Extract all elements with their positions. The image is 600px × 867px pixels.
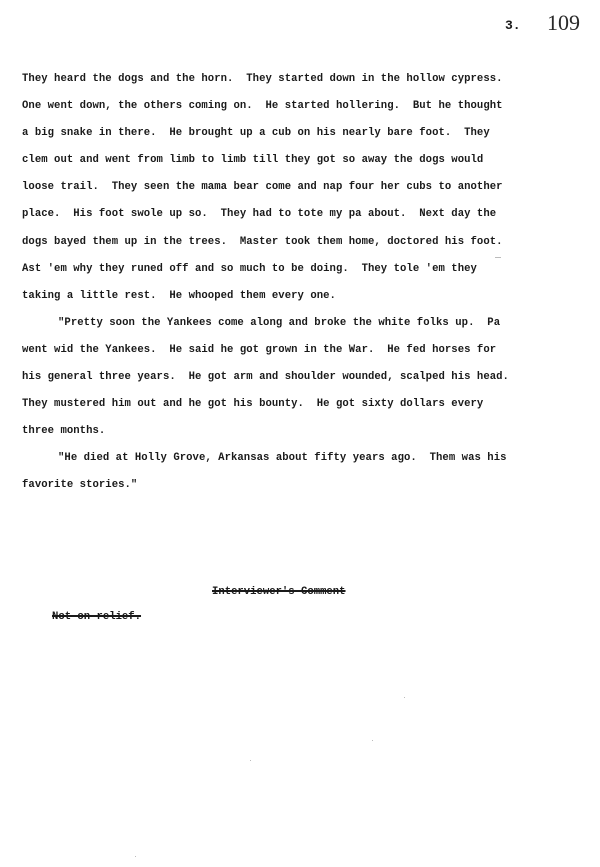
text-line: a big snake in there. He brought up a cub on his nearly bare foot. They — [22, 127, 490, 140]
text-line: One went down, the others coming on. He started hollering. But he thought — [22, 100, 503, 113]
scan-speck — [372, 740, 373, 741]
scan-speck — [135, 856, 136, 857]
text-line: They heard the dogs and the horn. They started down in the hollow cypress. — [22, 73, 503, 85]
transcript-body — [22, 66, 582, 500]
text-line: his general three years. He got arm and shoulder wounded, scalped his head. — [22, 371, 509, 384]
text-line: favorite stories." — [22, 479, 138, 492]
text-line: three months. — [22, 425, 106, 438]
text-line: place. His foot swole up so. They had to tote my pa about. Next day the — [22, 208, 497, 221]
text-line: went wid the Yankees. He said he got grown in the War. He fed horses for — [22, 343, 497, 356]
interviewer-comment-text: Not on relief. — [52, 611, 142, 623]
scan-speck — [495, 257, 501, 258]
text-line: taking a little rest. He whooped them every one. — [22, 289, 336, 302]
text-line: "He died at Holly Grove, Arkansas about fifty years ago. Them was his — [58, 452, 507, 465]
scan-speck — [250, 760, 251, 761]
typed-page-number: 3. — [505, 18, 521, 33]
scan-speck — [404, 697, 405, 698]
text-line: loose trail. They seen the mama bear come and nap four her cubs to another — [22, 181, 503, 194]
text-line: clem out and went from limb to limb till they got so away the dogs would — [22, 154, 484, 167]
text-line: They mustered him out and he got his bounty. He got sixty dollars every — [22, 398, 484, 411]
stamped-page-number: 109 — [547, 10, 580, 35]
interviewer-comment-heading: Interviewer's Comment — [212, 586, 346, 598]
text-line: Ast 'em why they runed off and so much to be doing. They tole 'em they — [22, 262, 477, 275]
text-line: "Pretty soon the Yankees come along and broke the white folks up. Pa — [58, 316, 501, 329]
text-line: dogs bayed them up in the trees. Master took them home, doctored his foot. — [22, 235, 503, 248]
